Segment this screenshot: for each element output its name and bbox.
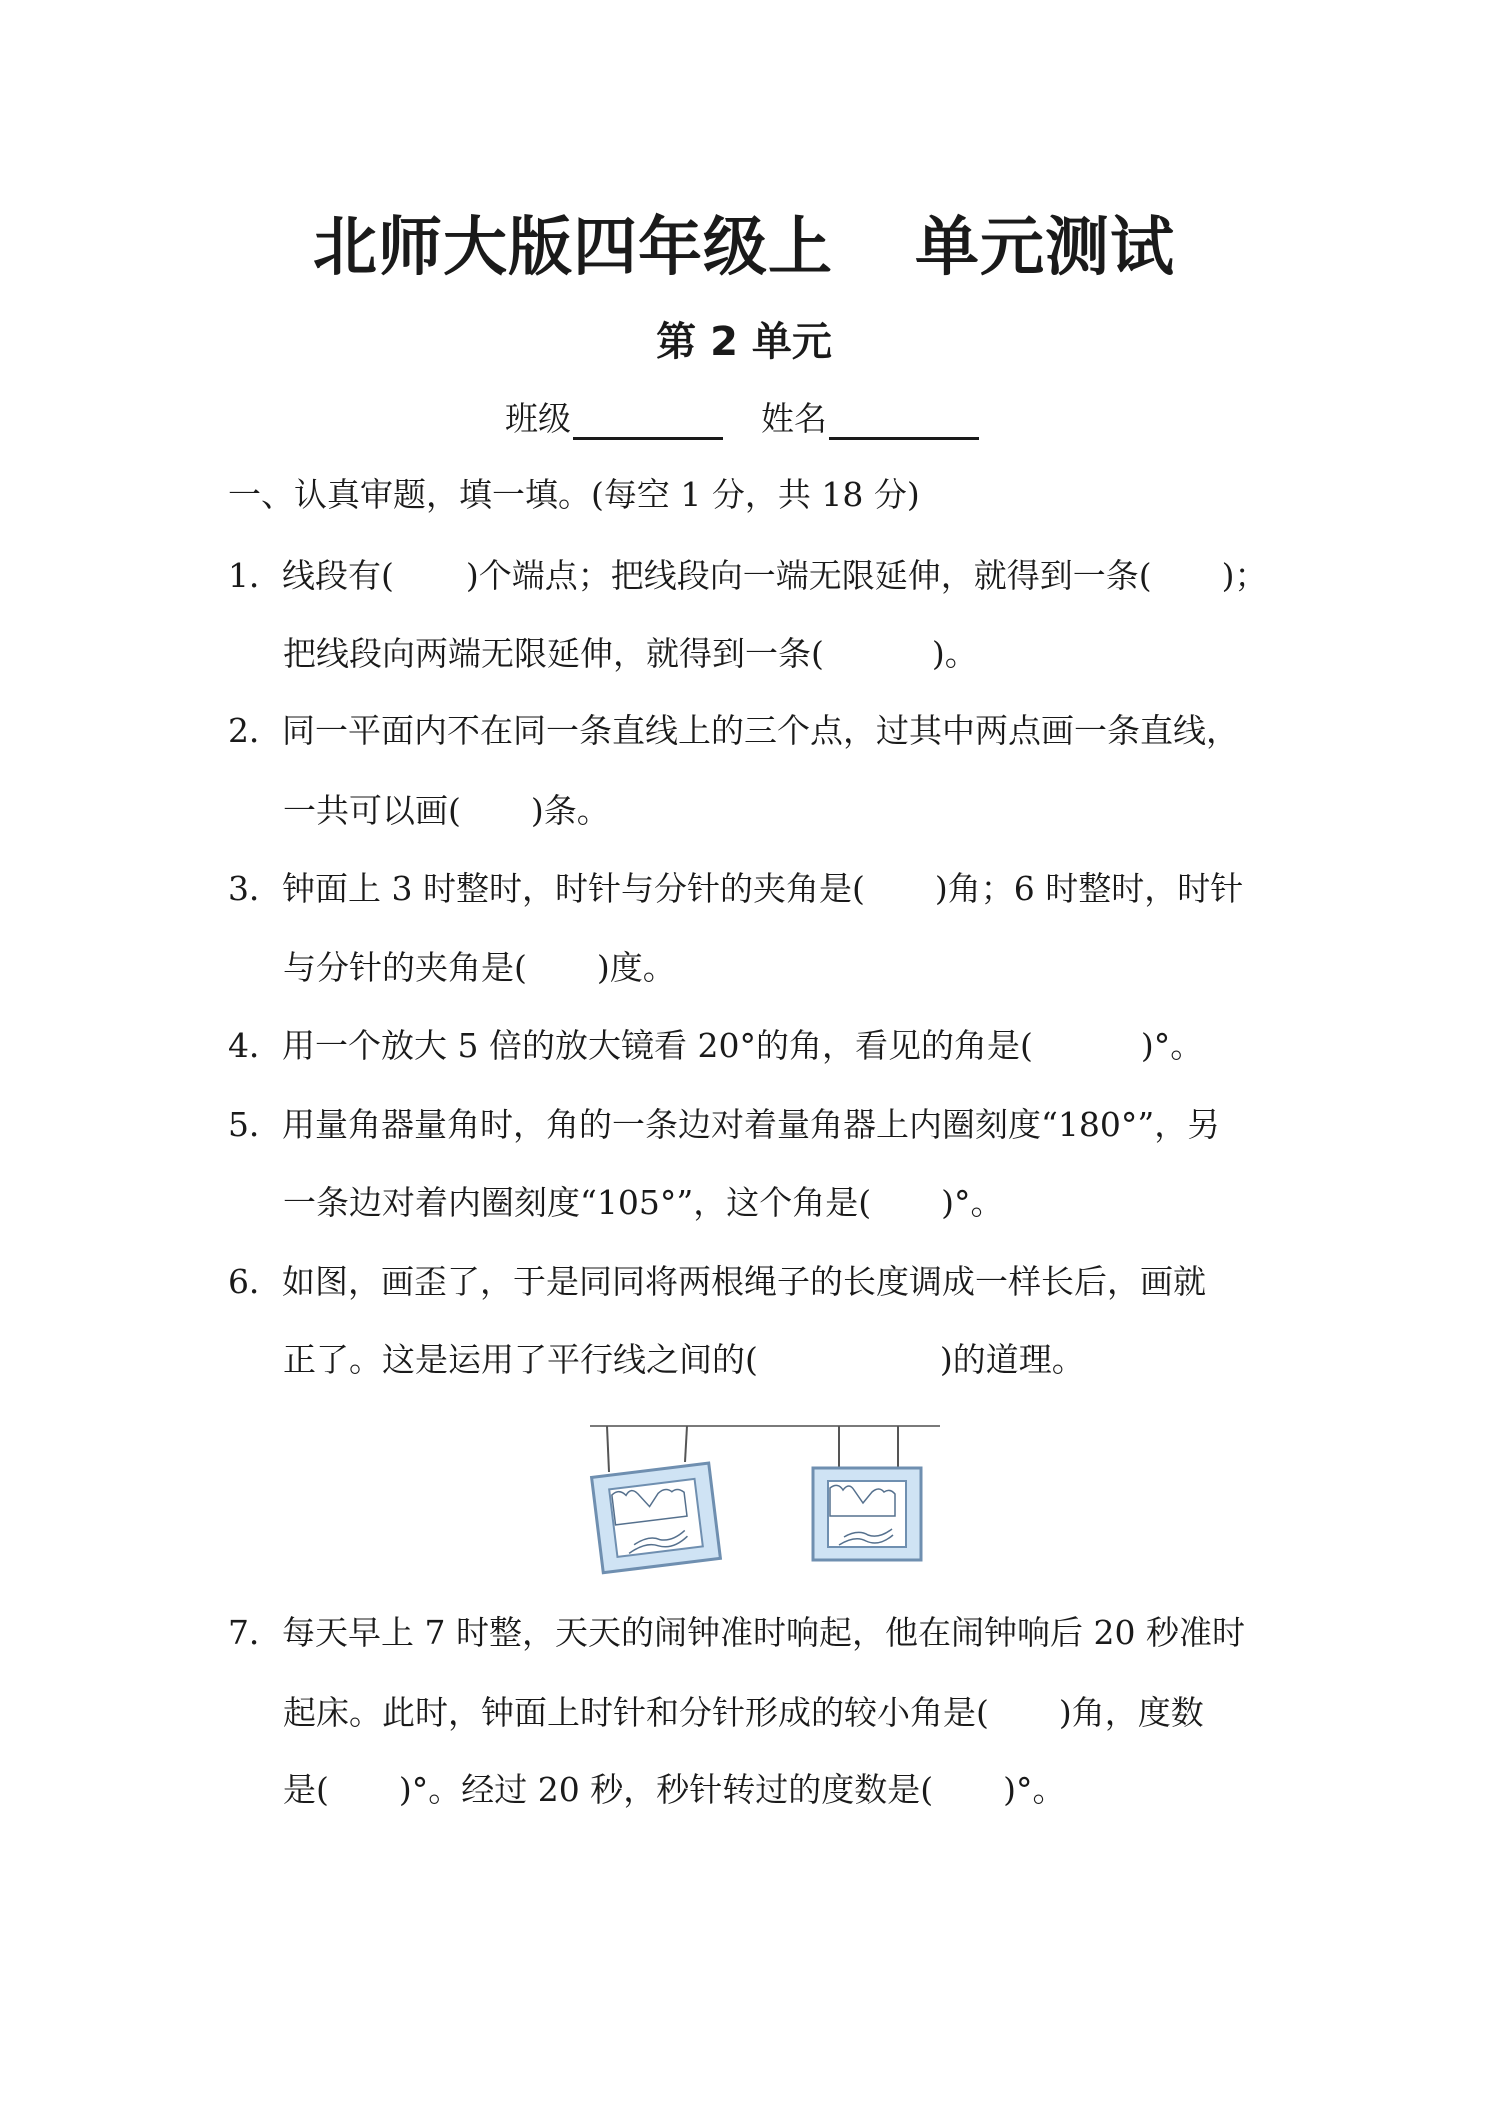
question-5-number: 5．: [228, 1105, 282, 1144]
question-5-line-2: 一条边对着内圈刻度“105°”，这个角是( )°。: [283, 1183, 1004, 1222]
question-4-number: 4．: [228, 1026, 282, 1065]
name-label: 姓名: [761, 399, 827, 438]
question-2-number: 2．: [228, 711, 282, 750]
hanging-pictures-figure: [585, 1418, 945, 1582]
page-subtitle: 第 2 单元: [656, 319, 832, 365]
title-right: 单元测试: [915, 211, 1175, 285]
tilted-picture: [592, 1426, 721, 1573]
question-7-number: 7．: [228, 1613, 282, 1652]
question-6-number: 6．: [228, 1262, 282, 1301]
section-heading: 一、认真审题，填一填。(每空 1 分，共 18 分): [228, 475, 920, 514]
question-2-line-2: 一共可以画( )条。: [283, 791, 610, 830]
question-6-line-1: 6．如图，画歪了，于是同同将两根绳子的长度调成一样长后，画就: [228, 1262, 1206, 1301]
page-title: [0, 196, 1488, 288]
question-7-line-3: 是( )°。经过 20 秒，秒针转过的度数是( )°。: [283, 1770, 1066, 1809]
class-blank[interactable]: [573, 403, 723, 440]
name-blank[interactable]: [829, 403, 979, 440]
class-label: 班级: [505, 399, 571, 438]
question-7-line-2: 起床。此时，钟面上时针和分针形成的较小角是( )角，度数: [283, 1693, 1204, 1732]
question-5-line-1: 5．用量角器量角时，角的一条边对着量角器上内圈刻度“180°”，另: [228, 1105, 1221, 1144]
question-3-number: 3．: [228, 869, 282, 908]
question-7-line-1: 7．每天早上 7 时整，天天的闹钟准时响起，他在闹钟响后 20 秒准时: [228, 1613, 1245, 1652]
straight-picture: [813, 1426, 921, 1560]
question-6-line-2: 正了。这是运用了平行线之间的( )的道理。: [283, 1340, 1085, 1379]
question-4-line-1: 4．用一个放大 5 倍的放大镜看 20°的角，看见的角是( )°。: [228, 1026, 1204, 1065]
question-1-line-2: 把线段向两端无限延伸，就得到一条( )。: [283, 634, 978, 673]
question-1-number: 1．: [228, 556, 282, 595]
question-3-line-2: 与分针的夹角是( )度。: [283, 948, 676, 987]
title-left: 北师大版四年级上: [313, 211, 833, 285]
question-2-line-1: 2．同一平面内不在同一条直线上的三个点，过其中两点画一条直线，: [228, 711, 1239, 750]
student-info-fields: [505, 393, 979, 440]
question-3-line-1: 3．钟面上 3 时整时，时针与分针的夹角是( )角；6 时整时，时针: [228, 869, 1244, 908]
question-1-line-1: 1．线段有( )个端点；把线段向一端无限延伸，就得到一条( )；: [228, 556, 1268, 595]
